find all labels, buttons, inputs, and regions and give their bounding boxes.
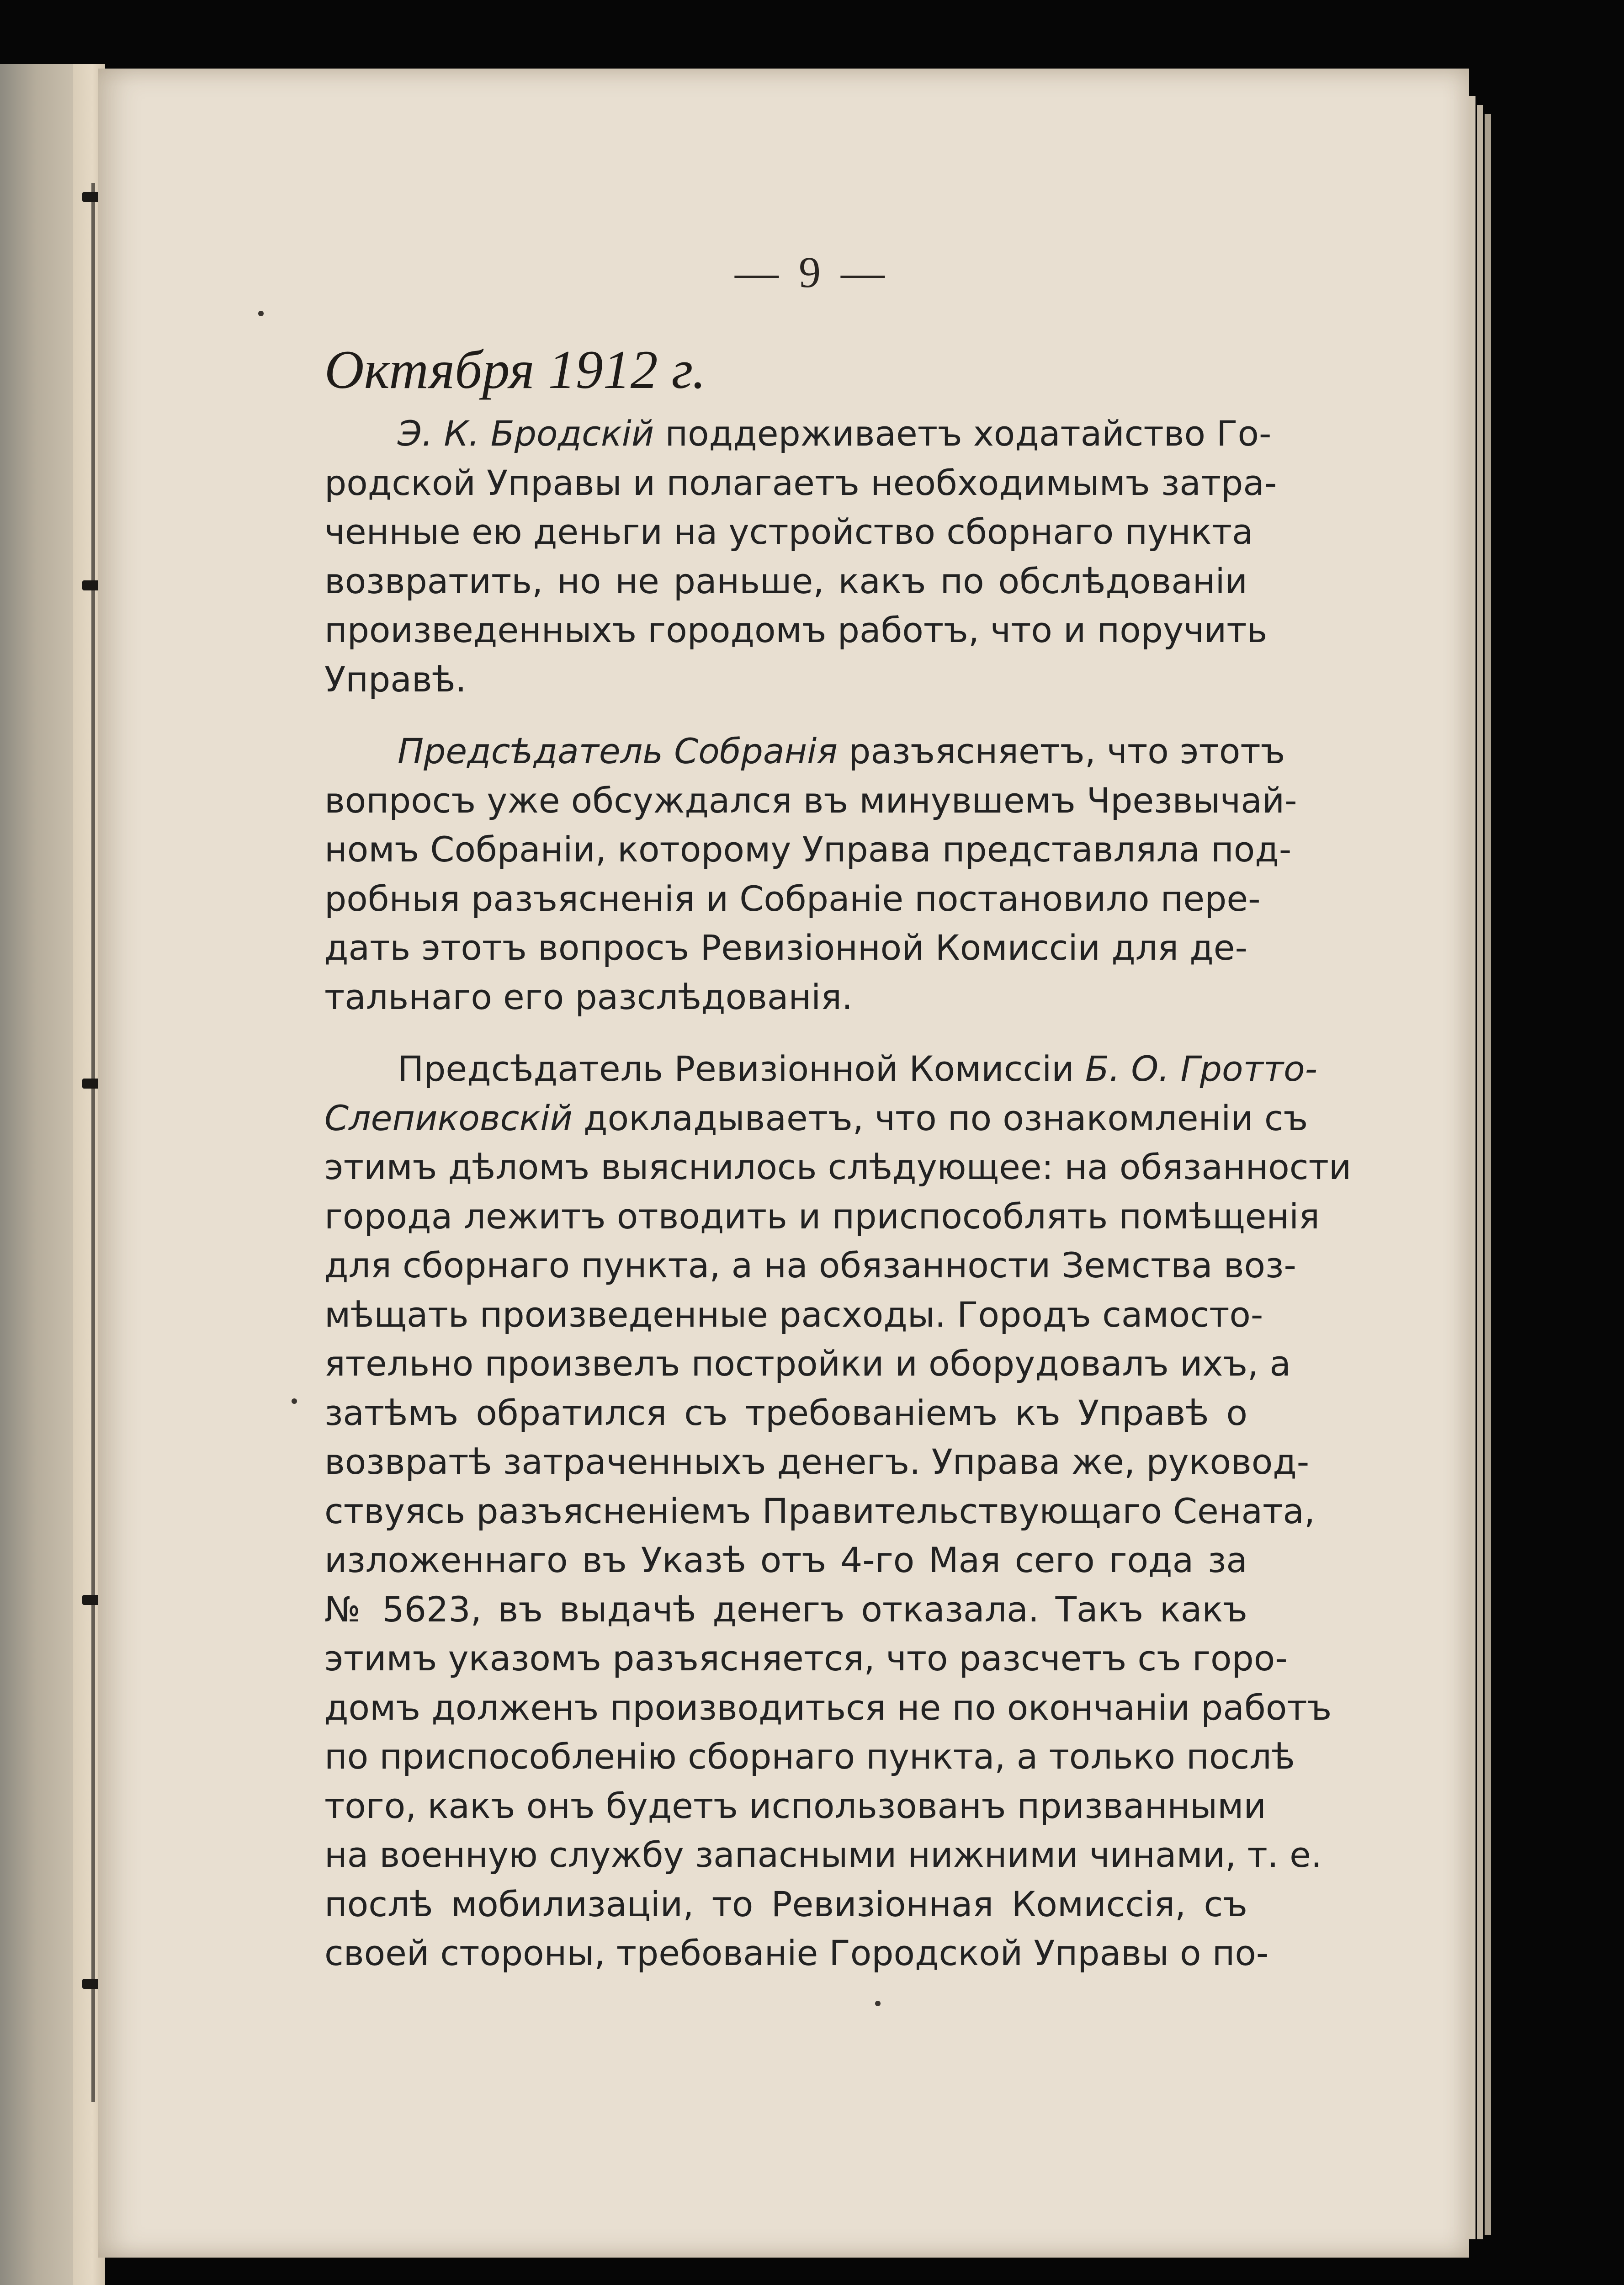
text-line (324, 458, 1277, 508)
paragraph-gap (324, 704, 1247, 727)
text-segment: домъ долженъ производиться не по окончаніи работъ (324, 1687, 1332, 1728)
text-line (324, 1437, 1310, 1487)
text-line (324, 557, 1247, 606)
left-page-edge (0, 64, 105, 2285)
text-line (324, 727, 1285, 776)
text-line (324, 1880, 1247, 1929)
page-stack-edge (1485, 114, 1491, 2235)
text-segment: ченные ею деньги на устройство сборнаго пункта (324, 511, 1253, 552)
text-line (324, 972, 1247, 1022)
speaker-name: Б. О. Гротто- (1085, 1048, 1317, 1089)
text-line (324, 825, 1292, 874)
text-line (324, 1634, 1288, 1683)
text-line (324, 606, 1268, 655)
text-line (324, 409, 1272, 458)
text-segment: затѣмъ обратился съ требованіемъ къ Управѣ о (324, 1392, 1247, 1433)
text-line (324, 1487, 1316, 1536)
text-segment: поддерживаетъ ходатайство Го- (654, 413, 1272, 454)
binding-thread (91, 183, 95, 2102)
text-segment: своей стороны, требованіе Городской Управы о по- (324, 1933, 1269, 1973)
speaker-name: Слепиковскій (324, 1097, 573, 1138)
text-segment: Управѣ. (324, 659, 467, 700)
text-segment: разъясняетъ, что этотъ (838, 731, 1285, 771)
text-segment: по приспособленію сборнаго пункта, а только послѣ (324, 1736, 1295, 1777)
text-line (324, 1781, 1266, 1831)
text-line (324, 1388, 1247, 1438)
text-segment: мѣщать произведенные расходы. Городъ самосто- (324, 1294, 1263, 1335)
text-line (324, 1044, 1317, 1094)
text-segment: Предсѣдатель Ревизіонной Комиссіи (398, 1048, 1085, 1089)
text-line (324, 1683, 1332, 1732)
text-line (324, 1192, 1320, 1241)
text-line (324, 1585, 1247, 1634)
text-segment: тальнаго его разслѣдованія. (324, 976, 853, 1017)
ink-speck (875, 2001, 881, 2006)
text-segment: докладываетъ, что по ознакомленіи съ (572, 1097, 1308, 1138)
text-segment: послѣ мобилизаціи, то Ревизіонная Комиссія, съ (324, 1883, 1247, 1924)
text-segment: для сборнаго пункта, а на обязанности Земства воз- (324, 1245, 1296, 1286)
ink-speck (258, 311, 264, 316)
paragraph-gap (324, 1021, 1247, 1044)
text-segment: этимъ указомъ разъясняется, что разсчетъ съ горо- (324, 1638, 1288, 1679)
text-segment: произведенныхъ городомъ работъ, что и поручить (324, 610, 1268, 650)
text-line (324, 776, 1297, 825)
text-line (324, 1339, 1291, 1388)
page-heading: Октября 1912 г. (324, 339, 706, 400)
text-line (324, 507, 1253, 557)
text-line (324, 1290, 1263, 1339)
text-segment: возвратить, но не раньше, какъ по обслѣдованіи (324, 560, 1247, 601)
text-line (324, 1142, 1352, 1192)
text-line (324, 655, 1247, 704)
speaker-name: Э. К. Бродскій (398, 413, 654, 454)
text-segment: изложеннаго въ Указѣ отъ 4-го Мая сего года за (324, 1540, 1247, 1580)
text-line (324, 1241, 1296, 1290)
text-segment: № 5623, въ выдачѣ денегъ отказала. Такъ какъ (324, 1589, 1247, 1630)
page-number: — 9 — (735, 248, 889, 297)
text-segment: номъ Собраніи, которому Управа представляла под- (324, 829, 1292, 870)
text-segment: этимъ дѣломъ выяснилось слѣдующее: на обязанности (324, 1147, 1352, 1187)
text-segment: ствуясь разъясненіемъ Правительствующаго Сената, (324, 1490, 1316, 1531)
text-segment: на военную службу запасными нижними чинами, т. е. (324, 1834, 1322, 1875)
text-segment: родской Управы и полагаетъ необходимымъ затра- (324, 462, 1277, 503)
body-text (324, 409, 1352, 1978)
speaker-name: Предсѣдатель Собранія (398, 731, 838, 771)
text-segment: возвратѣ затраченныхъ денегъ. Управа же, руковод- (324, 1441, 1310, 1482)
text-segment: вопросъ уже обсуждался въ минувшемъ Чрезвычай- (324, 780, 1297, 821)
text-segment: робныя разъясненія и Собраніе постановило пере- (324, 878, 1261, 919)
text-line (324, 1830, 1322, 1880)
text-line (324, 1094, 1308, 1143)
text-segment: того, какъ онъ будетъ использованъ призванными (324, 1785, 1266, 1826)
ink-speck (292, 1398, 297, 1404)
text-segment: дать этотъ вопросъ Ревизіонной Комиссіи для де- (324, 927, 1247, 968)
text-line (324, 874, 1261, 924)
text-line (324, 1929, 1269, 1978)
page-stack-edge (1469, 96, 1475, 2239)
text-segment: ятельно произвелъ постройки и оборудовалъ ихъ, а (324, 1343, 1291, 1384)
text-segment: города лежитъ отводить и приспособлять помѣщенія (324, 1196, 1320, 1237)
text-line (324, 923, 1247, 972)
page-stack-edge (1477, 105, 1483, 2239)
text-line (324, 1732, 1295, 1781)
text-line (324, 1536, 1247, 1585)
